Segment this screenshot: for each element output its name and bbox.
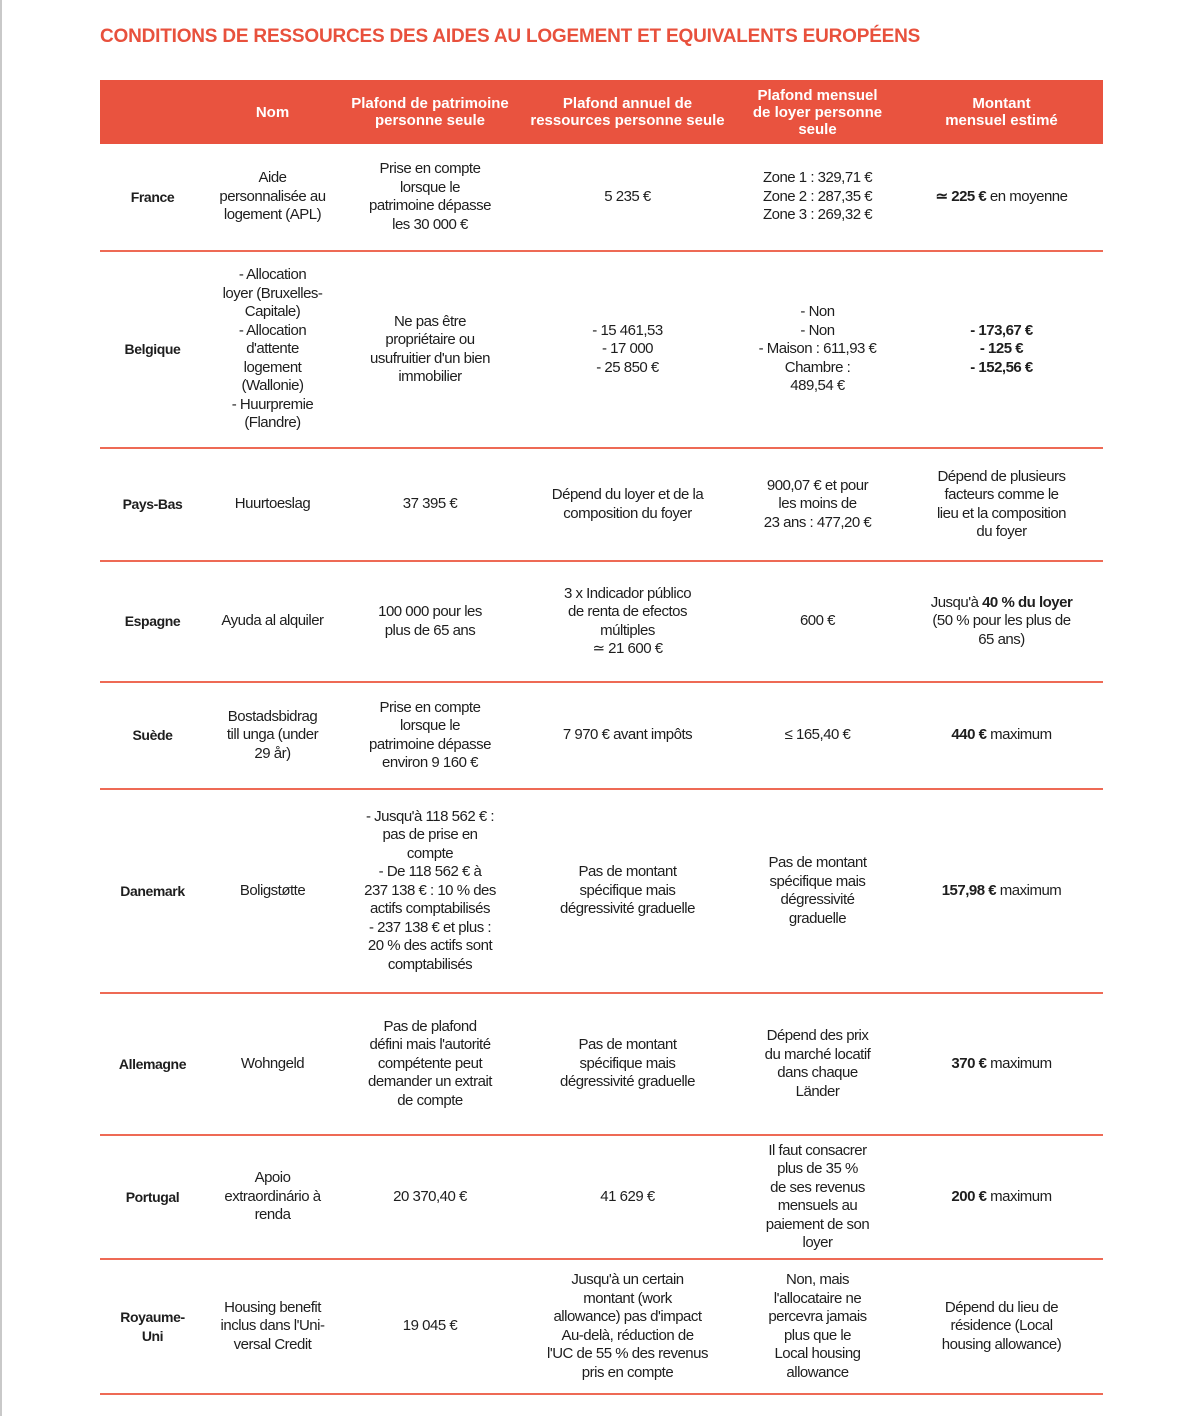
- cell-line: - 25 850 €: [596, 358, 659, 376]
- cell-line: personnalisée au: [219, 187, 326, 205]
- cell-line: 7 970 € avant impôts: [562, 726, 693, 744]
- table-row: [100, 789, 1103, 993]
- cell-line: - Huurpremie: [231, 395, 314, 413]
- cell-line: Pas de montant: [768, 854, 867, 871]
- cell-line: dégressivité: [780, 891, 855, 908]
- cell-line: 65 ans): [978, 630, 1025, 648]
- cell-line: 489,54 €: [790, 377, 845, 395]
- cell-line: Ne pas être: [393, 312, 467, 330]
- header-line: Plafond de patrimoine: [351, 95, 509, 112]
- header-line: seule: [798, 120, 837, 138]
- montant-cell: [900, 251, 1103, 448]
- cell-line: - Allocation: [238, 266, 307, 284]
- header-line: personne seule: [374, 112, 486, 129]
- nom-cell: [205, 993, 340, 1135]
- country-cell: [100, 448, 205, 561]
- cell-line: 23 ans : 477,20 €: [763, 513, 872, 531]
- cell-line: Prise en compte: [379, 160, 481, 177]
- montant-cell: [900, 789, 1103, 993]
- ressources-cell: [520, 1135, 735, 1259]
- cell-line: Il faut consacrer: [768, 1141, 867, 1159]
- nom-cell: [205, 1259, 340, 1394]
- amount-bold: ≃ 225 €: [935, 187, 987, 205]
- loyer-cell: [735, 448, 900, 561]
- cell-line: Uni: [141, 1327, 164, 1344]
- table-row: [100, 1135, 1103, 1259]
- cell-line: Aide: [258, 169, 287, 187]
- cell-line: lorsque le: [399, 717, 461, 734]
- cell-line: Portugal: [125, 1188, 180, 1205]
- cell-line: de renta de efectos: [568, 603, 687, 620]
- montant-cell: [900, 993, 1103, 1135]
- cell-line: (Wallonie): [241, 377, 304, 395]
- page-edge-rule: [0, 0, 2, 1416]
- loyer-cell: [735, 1135, 900, 1259]
- cell-line: résidence (Local: [950, 1317, 1053, 1335]
- ressources-cell: [520, 561, 735, 682]
- cell-line: Ayuda al alquiler: [221, 612, 324, 630]
- cell-line: mensuels au: [777, 1197, 858, 1214]
- cell-line: patrimoine dépasse: [369, 197, 491, 214]
- cell-line: pris en compte: [581, 1363, 674, 1381]
- cell-line: allowance: [786, 1363, 849, 1381]
- amount-bold: 40 % du loyer: [982, 593, 1073, 611]
- cell-line: - Maison : 611,93 €: [758, 340, 877, 358]
- cell-line: - 15 461,53: [592, 321, 663, 339]
- cell-line: Chambre :: [784, 358, 851, 376]
- country-cell: [100, 1259, 205, 1394]
- table-row: [100, 1259, 1103, 1394]
- cell-line: 600 €: [799, 612, 836, 630]
- amount-bold: - 173,67 €: [970, 321, 1033, 339]
- cell-line: inclus dans l'Uni-: [220, 1317, 325, 1335]
- housing-aid-table: [100, 80, 1103, 1395]
- cell-line: Capitale): [244, 303, 301, 321]
- cell-line: dégressivité graduelle: [560, 900, 695, 918]
- cell-line: till unga (under: [226, 726, 319, 744]
- amount-bold: - 152,56 €: [970, 358, 1033, 376]
- cell-line: - Jusqu'à 118 562 € :: [365, 807, 494, 825]
- cell-line: Apoio: [254, 1169, 291, 1187]
- cell-line: Dépend de plusieurs: [937, 467, 1066, 485]
- amount-bold: 200 €: [951, 1187, 987, 1205]
- cell-line: lieu et la composition: [936, 504, 1067, 522]
- cell-line: 3 x Indicador público: [563, 584, 692, 602]
- cell-line: les 30 000 €: [392, 215, 468, 233]
- table-row: [100, 993, 1103, 1135]
- header-line: mensuel estimé: [945, 112, 1058, 129]
- cell-line: - Allocation: [238, 321, 307, 339]
- table-row: [100, 448, 1103, 561]
- cell-line: Dépend des prix: [766, 1027, 869, 1044]
- cell-line: de compte: [397, 1091, 463, 1109]
- cell-line: plus de 65 ans: [384, 621, 476, 639]
- nom-cell: [205, 448, 340, 561]
- cell-line: renda: [254, 1206, 291, 1224]
- cell-line: Danemark: [120, 882, 185, 899]
- cell-line: Housing benefit: [224, 1298, 321, 1316]
- cell-line: environ 9 160 €: [382, 754, 478, 771]
- montant-cell: [900, 1135, 1103, 1259]
- header-line: Plafond mensuel: [757, 86, 878, 104]
- cell-line: Local housing: [774, 1345, 861, 1362]
- cell-line: spécifique mais: [579, 881, 676, 899]
- cell-line: Boligstøtte: [239, 881, 306, 899]
- patrimoine-cell: [340, 1135, 520, 1259]
- ressources-cell: [520, 1259, 735, 1394]
- loyer-cell: [735, 561, 900, 682]
- amount-prefix: Jusqu'à: [930, 593, 983, 611]
- amount-rest: maximum: [996, 881, 1062, 899]
- montant-cell: [900, 561, 1103, 682]
- cell-line: logement: [243, 358, 302, 376]
- cell-line: - Non: [800, 303, 835, 321]
- cell-line: dans chaque: [777, 1064, 858, 1081]
- cell-line: (50 % pour les plus de: [932, 612, 1071, 630]
- montant-cell: [900, 682, 1103, 789]
- cell-line: Au-delà, réduction de: [561, 1326, 694, 1344]
- cell-line: composition du foyer: [563, 504, 692, 522]
- cell-line: usufruitier d'un bien: [370, 349, 490, 367]
- table-header-row: [100, 80, 1103, 144]
- cell-line: 29 år): [254, 744, 291, 762]
- cell-line: demander un extrait: [368, 1073, 492, 1091]
- cell-line: Wohngeld: [240, 1054, 305, 1072]
- cell-line: ≤ 165,40 €: [784, 726, 851, 744]
- cell-line: compétente peut: [377, 1054, 483, 1072]
- nom-cell: [205, 251, 340, 448]
- cell-line: Royaume-: [120, 1309, 185, 1325]
- loyer-cell: [735, 993, 900, 1135]
- cell-line: [906, 594, 1097, 613]
- cell-line: Dépend du lieu de: [944, 1298, 1059, 1316]
- ressources-cell: [520, 448, 735, 561]
- cell-line: l'UC de 55 % des revenus: [547, 1345, 708, 1362]
- cell-line: percevra jamais: [768, 1308, 867, 1325]
- cell-line: plus que le: [783, 1326, 852, 1344]
- cell-line: Huurtoeslag: [234, 495, 311, 513]
- cell-line: Belgique: [124, 341, 181, 358]
- cell-line: plus de 35 %: [777, 1160, 858, 1177]
- cell-line: Dépend du loyer et de la: [551, 486, 704, 503]
- patrimoine-cell: [340, 448, 520, 561]
- montant-cell: [900, 1259, 1103, 1394]
- ressources-cell: [520, 789, 735, 993]
- patrimoine-cell: [340, 682, 520, 789]
- document-title: CONDITIONS DE RESSOURCES DES AIDES AU LOGEMENT ET EQUIVALENTS EUROPÉENS: [100, 26, 921, 47]
- country-cell: [100, 251, 205, 448]
- table-row: [100, 144, 1103, 251]
- cell-line: du marché locatif: [764, 1045, 871, 1063]
- cell-line: allowance) pas d'impact: [553, 1308, 702, 1325]
- header-patrimoine: [340, 80, 520, 144]
- amount-rest: maximum: [986, 726, 1052, 744]
- cell-line: du foyer: [976, 523, 1027, 540]
- cell-line: - Non: [800, 321, 835, 339]
- header-loyer: [735, 80, 900, 144]
- cell-line: 100 000 pour les: [378, 603, 482, 620]
- cell-line: comptabilisés: [387, 955, 473, 973]
- header-ressources: [520, 80, 735, 144]
- ressources-cell: [520, 682, 735, 789]
- cell-line: extraordinário à: [224, 1187, 321, 1205]
- cell-line: lorsque le: [399, 178, 461, 196]
- cell-line: défini mais l'autorité: [369, 1036, 491, 1054]
- cell-line: Allemagne: [118, 1055, 187, 1072]
- cell-line: Bostadsbidrag: [227, 707, 318, 725]
- loyer-cell: [735, 144, 900, 251]
- header-line: ressources personne seule: [530, 112, 725, 129]
- ressources-cell: [520, 993, 735, 1135]
- cell-line: dégressivité graduelle: [560, 1073, 695, 1091]
- cell-line: Espagne: [124, 613, 181, 630]
- cell-line: Pas de plafond: [383, 1017, 477, 1035]
- nom-cell: [205, 561, 340, 682]
- cell-line: pas de prise en: [382, 826, 478, 844]
- nom-cell: [205, 144, 340, 251]
- montant-cell: [900, 448, 1103, 561]
- country-cell: [100, 1135, 205, 1259]
- patrimoine-cell: [340, 251, 520, 448]
- amount-rest: en moyenne: [986, 187, 1068, 205]
- cell-line: housing allowance): [941, 1335, 1062, 1353]
- cell-line: Pas de montant: [578, 863, 677, 881]
- patrimoine-cell: [340, 144, 520, 251]
- amount-bold: - 125 €: [979, 340, 1024, 358]
- cell-line: Jusqu'à un certain: [571, 1271, 684, 1288]
- cell-line: 5 235 €: [604, 187, 651, 205]
- cell-line: Pas de montant: [578, 1036, 677, 1054]
- loyer-cell: [735, 682, 900, 789]
- cell-line: Zone 2 : 287,35 €: [762, 187, 873, 205]
- cell-line: spécifique mais: [769, 872, 866, 890]
- cell-line: - De 118 562 € à: [378, 863, 482, 881]
- cell-line: l'allocataire ne: [773, 1289, 862, 1307]
- amount-rest: maximum: [986, 1054, 1052, 1072]
- cell-line: Suède: [132, 727, 173, 744]
- cell-line: Zone 1 : 329,71 €: [762, 169, 873, 187]
- cell-line: Zone 3 : 269,32 €: [762, 206, 873, 224]
- cell-line: graduelle: [788, 909, 847, 927]
- cell-line: (Flandre): [244, 414, 301, 432]
- loyer-cell: [735, 251, 900, 448]
- amount-bold: 440 €: [951, 726, 987, 744]
- cell-line: les moins de: [778, 495, 857, 513]
- patrimoine-cell: [340, 993, 520, 1135]
- amount-rest: maximum: [986, 1187, 1052, 1205]
- cell-line: 19 045 €: [402, 1317, 458, 1335]
- patrimoine-cell: [340, 789, 520, 993]
- cell-line: montant (work: [583, 1289, 672, 1307]
- cell-line: paiement de son: [765, 1215, 870, 1233]
- patrimoine-cell: [340, 1259, 520, 1394]
- cell-line: versal Credit: [233, 1335, 312, 1353]
- nom-cell: [205, 682, 340, 789]
- header-line: de loyer personne: [752, 103, 883, 121]
- loyer-cell: [735, 789, 900, 993]
- amount-bold: 157,98 €: [941, 881, 997, 899]
- cell-line: immobilier: [398, 368, 462, 385]
- cell-line: 20 370,40 €: [393, 1187, 467, 1205]
- ressources-cell: [520, 144, 735, 251]
- header-nom: Nom: [255, 103, 290, 121]
- cell-line: Länder: [795, 1082, 840, 1100]
- nom-cell: [205, 1135, 340, 1259]
- header-line: Plafond annuel de: [562, 95, 693, 112]
- loyer-cell: [735, 1259, 900, 1394]
- cell-line: logement (APL): [223, 206, 322, 224]
- cell-line: 20 % des actifs sont: [367, 937, 493, 955]
- cell-line: loyer (Bruxelles-: [222, 284, 323, 302]
- cell-line: 900,07 € et pour: [766, 476, 869, 494]
- cell-line: - 237 138 € et plus :: [368, 918, 492, 936]
- header-country: [100, 80, 205, 144]
- header-line: Montant: [972, 95, 1031, 112]
- cell-line: ≃ 21 600 €: [592, 640, 663, 657]
- patrimoine-cell: [340, 561, 520, 682]
- cell-line: d'attente: [246, 340, 299, 358]
- cell-line: patrimoine dépasse: [369, 735, 491, 753]
- header-montant: [900, 80, 1103, 144]
- cell-line: France: [130, 188, 175, 205]
- cell-line: 37 395 €: [402, 495, 458, 513]
- country-cell: [100, 993, 205, 1135]
- country-cell: [100, 789, 205, 993]
- country-cell: [100, 682, 205, 789]
- table-row: [100, 251, 1103, 448]
- cell-line: Non, mais: [785, 1271, 850, 1288]
- ressources-cell: [520, 251, 735, 448]
- amount-bold: 370 €: [951, 1054, 987, 1072]
- cell-line: facteurs comme le: [944, 486, 1059, 503]
- cell-line: Prise en compte: [379, 698, 481, 716]
- cell-line: propriétaire ou: [385, 331, 475, 348]
- cell-line: múltiples: [600, 621, 655, 639]
- cell-line: spécifique mais: [579, 1054, 676, 1072]
- cell-line: 41 629 €: [600, 1187, 655, 1205]
- nom-cell: [205, 789, 340, 993]
- table-row: [100, 561, 1103, 682]
- table-row: [100, 682, 1103, 789]
- cell-line: compte: [406, 844, 454, 862]
- cell-line: 237 138 € : 10 % des: [364, 881, 496, 899]
- cell-line: loyer: [802, 1234, 833, 1251]
- cell-line: Pays-Bas: [122, 496, 183, 513]
- cell-line: de ses revenus: [770, 1178, 865, 1196]
- country-cell: [100, 561, 205, 682]
- montant-cell: [900, 144, 1103, 251]
- cell-line: actifs comptabilisés: [369, 900, 491, 918]
- cell-line: - 17 000: [601, 340, 654, 358]
- country-cell: [100, 144, 205, 251]
